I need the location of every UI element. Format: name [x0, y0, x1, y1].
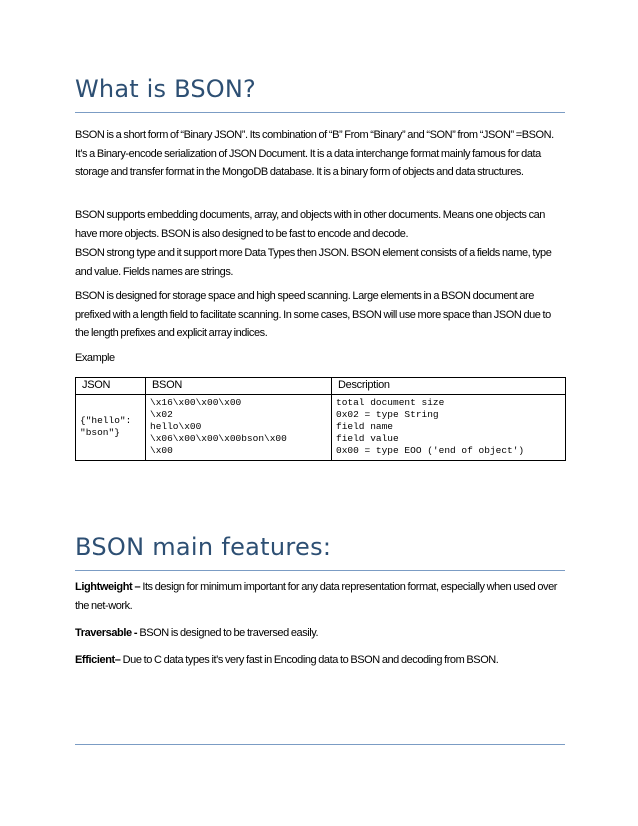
feature-text: Due to C data types it’s very fast in Encoding data to BSON and decoding from BSON.: [122, 654, 499, 666]
cell-description: total document size 0x02 = type String field name field value 0x00 = type EOO ('end of object'): [332, 395, 566, 461]
column-header-bson: BSON: [146, 378, 332, 395]
paragraph-storage: BSON is designed for storage space and high speed scanning. Large elements in a BSON document are prefixed with a length field to facilitate scanning. In some cases, BSON will use more space than JSON due to the length prefixes and explicit array indices.: [75, 290, 551, 339]
table-header-row: [76, 378, 566, 395]
features-divider: [75, 570, 565, 571]
feature-text: BSON is designed to be traversed easily.: [139, 627, 319, 639]
feature-text: Its design for minimum important for any data representation format, especially when used over the net-work.: [75, 581, 557, 612]
section-title-features: BSON main features:: [75, 533, 332, 561]
title-divider: [75, 112, 565, 113]
paragraph-intro: BSON is a short form of “Binary JSON”. Its combination of “B” From “Binary” and “SON” from “JSON” =BSON. It’s a Binary-encode serialization of JSON Document. It is a data interchange format mainly famous for data storage and transfer format in the MongoDB database. It is a binary form of objects and data structures.: [75, 129, 554, 178]
feature-term: Efficient: [75, 654, 115, 666]
feature-separator: -: [131, 627, 140, 639]
feature-term: Lightweight: [75, 581, 133, 593]
paragraph-embedding: BSON supports embedding documents, array, and objects with in other documents. Means one objects can have more objects. BSON is also designed to be fast to encode and decode.: [75, 209, 545, 240]
section-title-what-is-bson: What is BSON?: [75, 75, 256, 103]
feature-term: Traversable: [75, 627, 132, 639]
feature-separator: –: [114, 654, 123, 666]
cell-json: {"hello": "bson"}: [76, 395, 146, 461]
feature-separator: –: [132, 581, 143, 593]
feature-traversable: [75, 624, 565, 643]
cell-bson: \x16\x00\x00\x00 \x02 hello\x00 \x06\x00\x00\x00bson\x00 \x00: [146, 395, 332, 461]
example-label: Example: [75, 352, 115, 364]
table-row: [76, 395, 566, 461]
paragraph-types: BSON strong type and it support more Data Types then JSON. BSON element consists of a fields name, type and value. Fields names are strings.: [75, 247, 552, 278]
footer-divider: [75, 744, 565, 745]
feature-lightweight: [75, 578, 565, 615]
column-header-json: JSON: [76, 378, 146, 395]
feature-efficient: [75, 651, 565, 670]
column-header-description: Description: [332, 378, 566, 395]
example-table: [75, 377, 566, 461]
